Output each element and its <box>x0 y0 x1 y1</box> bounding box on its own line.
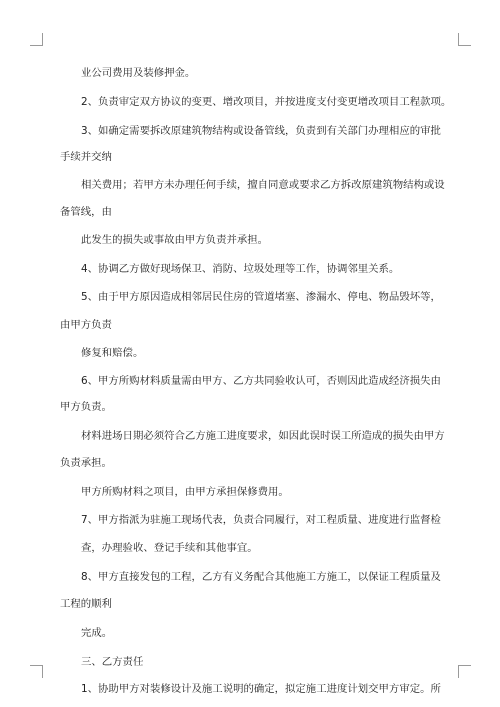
document-line: 甲方所购材料之项目，由甲方承担保修费用。 <box>81 486 289 498</box>
document-line: 查，办理验收、登记手续和其他事宜。 <box>81 542 258 554</box>
document-line: 甲方负责。 <box>60 401 112 413</box>
document-line: 8、甲方直接发包的工程，乙方有义务配合其他施工方施工，以保证工程质量及 <box>81 571 441 583</box>
document-line: 1、协助甲方对装修设计及施工说明的确定，拟定施工进度计划交甲方审定。所 <box>81 683 441 695</box>
document-line: 6、甲方所购材料质量需由甲方、乙方共同验收认可，否则因此造成经济损失由 <box>81 375 441 387</box>
document-line: 三、乙方责任 <box>81 656 144 668</box>
document-line: 此发生的损失或事故由甲方负责并承担。 <box>81 234 269 246</box>
document-line: 7、甲方指派为驻施工现场代表，负责合同履行，对工程质量、进度进行监督检 <box>81 514 441 526</box>
crop-mark-top-left <box>30 33 43 46</box>
document-line: 业公司费用及装修押金。 <box>81 67 196 79</box>
document-line: 修复和赔偿。 <box>81 347 144 359</box>
crop-mark-top-right <box>458 33 471 46</box>
document-line: 3、如确定需要拆改原建筑物结构或设备管线，负责到有关部门办理相应的审批 <box>81 125 441 137</box>
document-line: 4、协调乙方做好现场保卫、消防、垃圾处理等工作，协调邻里关系。 <box>81 263 400 275</box>
document-line: 手续并交纳 <box>60 151 112 163</box>
document-line: 备管线，由 <box>60 206 112 218</box>
crop-mark-bottom-right <box>458 665 471 678</box>
document-line: 完成。 <box>81 627 113 639</box>
crop-mark-bottom-left <box>30 665 43 678</box>
document-line: 2、负责审定双方协议的变更、增改项目，并按进度支付变更增改项目工程款项。 <box>81 96 452 108</box>
document-line: 相关费用；若甲方未办理任何手续，擅自同意或要求乙方拆改原建筑物结构或设 <box>81 179 445 191</box>
document-line: 工程的顺利 <box>60 598 112 610</box>
document-line: 由甲方负责 <box>60 319 112 331</box>
document-line: 5、由于甲方原因造成相邻居民住房的管道堵塞、渗漏水、停电、物品毁坏等， <box>81 291 441 303</box>
document-line: 材料进场日期必须符合乙方施工进度要求，如因此误时误工所造成的损失由甲方 <box>81 430 445 442</box>
document-line: 负责承担。 <box>60 457 112 469</box>
